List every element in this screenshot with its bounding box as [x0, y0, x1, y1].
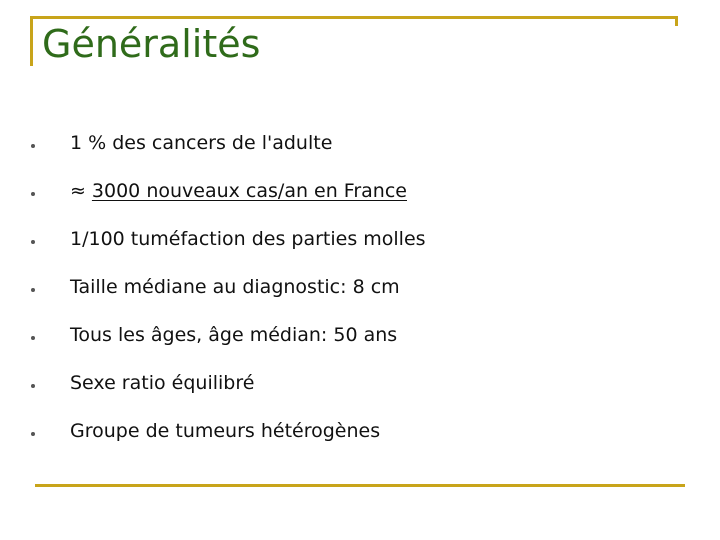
slide-title: Généralités — [42, 22, 261, 66]
bullet-text: 1 % des cancers de l'adulte — [70, 132, 333, 154]
frame-right-line — [675, 16, 678, 26]
bullet-icon — [31, 144, 35, 148]
bullet-text: Tous les âges, âge médian: 50 ans — [70, 324, 398, 346]
bullet-text-underlined: 3000 nouveaux cas/an en France — [91, 180, 407, 202]
list-item — [0, 320, 700, 368]
approx-symbol: ≈ — [70, 180, 86, 202]
bullet-icon — [31, 192, 35, 196]
list-item — [0, 176, 700, 224]
bullet-text: Taille médiane au diagnostic: 8 cm — [70, 276, 400, 298]
bullet-icon — [31, 384, 35, 388]
frame-bottom-line — [35, 484, 685, 487]
bullet-icon — [31, 432, 35, 436]
bullet-icon — [31, 336, 35, 340]
list-item — [0, 416, 700, 464]
bullet-text: Sexe ratio équilibré — [70, 372, 255, 394]
bullet-text-with-prefix — [70, 180, 407, 203]
bullet-text: Groupe de tumeurs hétérogènes — [70, 420, 381, 442]
bullet-text: 1/100 tuméfaction des parties molles — [70, 228, 426, 250]
bullet-icon — [31, 240, 35, 244]
list-item — [0, 272, 700, 320]
list-item — [0, 368, 700, 416]
frame-left-line — [30, 16, 33, 66]
frame-top-line — [30, 16, 678, 19]
list-item — [0, 224, 700, 272]
list-item — [0, 128, 700, 176]
bullet-list — [0, 128, 700, 464]
bullet-icon — [31, 288, 35, 292]
